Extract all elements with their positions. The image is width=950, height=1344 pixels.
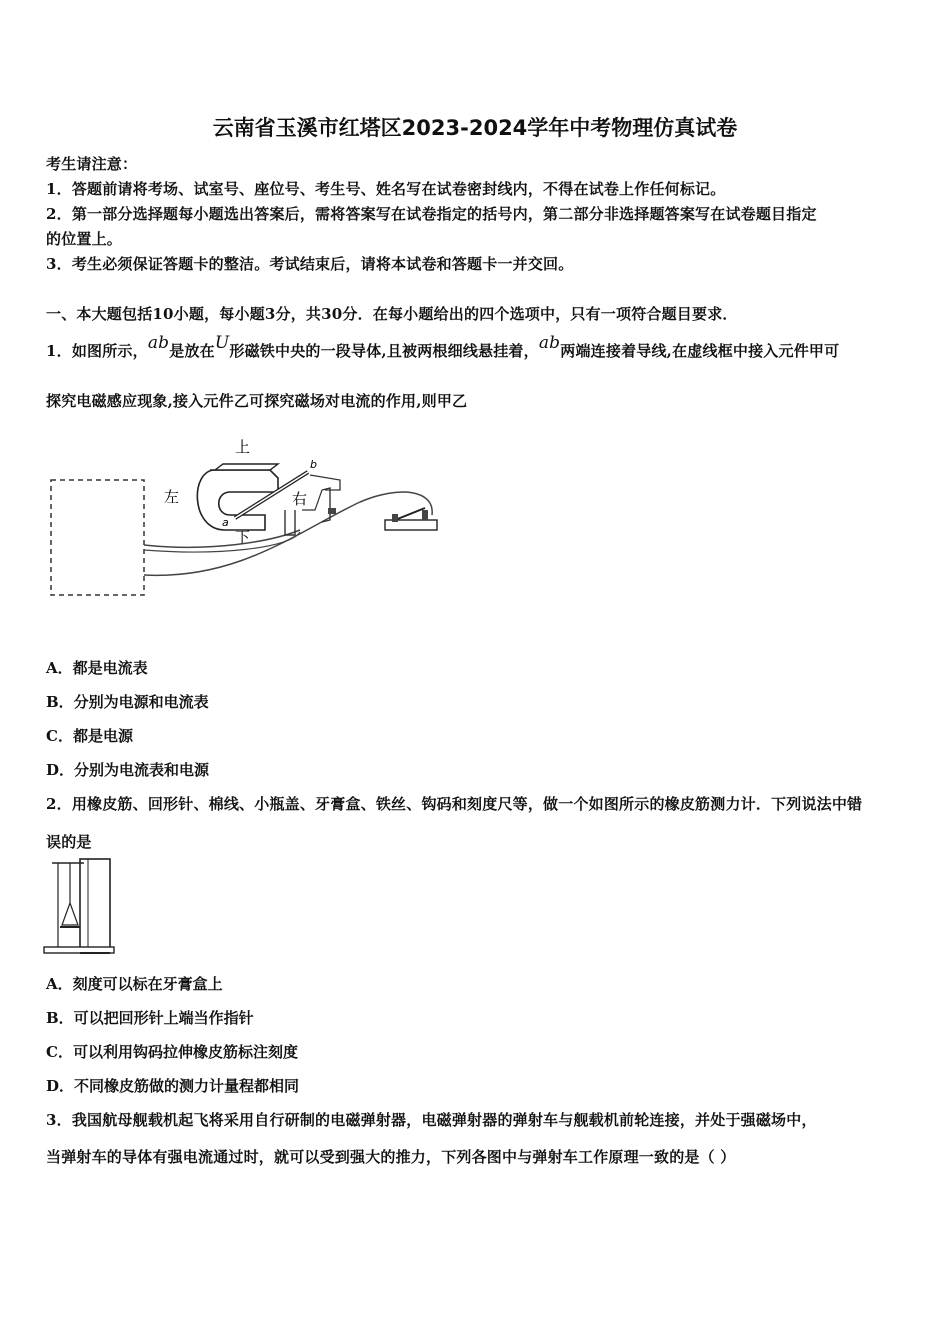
q1-ab-symbol: ab <box>147 333 170 353</box>
q2-option-b: B．可以把回形针上端当作指针 <box>46 1009 254 1027</box>
question-3-line-2: 当弹射车的导体有强电流通过时，就可以受到强大的推力，下列各图中与弹射车工作原理一致的是（ ） <box>46 1148 736 1166</box>
q1-option-b: B．分别为电源和电流表 <box>46 693 209 711</box>
label-a: a <box>222 516 229 529</box>
q1-text-part1: 1．如图所示， <box>46 342 148 360</box>
q2-option-d: D．不同橡皮筋做的测力计量程都相同 <box>46 1077 300 1095</box>
notice-heading: 考生请注意： <box>46 155 138 173</box>
dashed-component-box <box>51 480 144 595</box>
notice-item-3: 3．考生必须保证答题卡的整洁。考试结束后，请将本试卷和答题卡一并交回。 <box>46 255 574 273</box>
q2-option-a: A．刻度可以标在牙膏盒上 <box>46 975 223 993</box>
question-1-line-2: 探究电磁感应现象,接入元件乙可探究磁场对电流的作用,则甲乙 <box>46 392 468 410</box>
q1-option-a: A．都是电流表 <box>46 659 148 677</box>
q1-option-c: C．都是电源 <box>46 727 133 745</box>
notice-item-2b: 的位置上。 <box>46 230 123 248</box>
q1-option-d: D．分别为电流表和电源 <box>46 761 210 779</box>
label-b: b <box>310 458 317 471</box>
figure-force-meter <box>40 855 120 960</box>
label-bottom: 下 <box>235 528 251 546</box>
q2-option-c: C．可以利用钩码拉伸橡皮筋标注刻度 <box>46 1043 298 1061</box>
exam-title: 云南省玉溪市红塔区2023-2024学年中考物理仿真试卷 <box>212 116 738 140</box>
figure-magnet-circuit <box>40 430 450 610</box>
question-3-line-1: 3．我国航母舰载机起飞将采用自行研制的电磁弹射器，电磁弹射器的弹射车与舰载机前轮连接，并处于强磁场中， <box>46 1111 817 1129</box>
question-2-line-1: 2．用橡皮筋、回形针、棉线、小瓶盖、牙膏盒、铁丝、钩码和刻度尺等，做一个如图所示的橡皮筋测力计．下列说法中错 <box>46 795 863 813</box>
label-right: 右 <box>292 490 308 508</box>
q1-ab-symbol-2: ab <box>538 333 561 353</box>
q1-text-part2: 是放在 <box>169 342 215 360</box>
label-top: 上 <box>235 438 251 456</box>
label-left: 左 <box>164 488 180 506</box>
question-2-line-2: 误的是 <box>46 833 92 851</box>
question-1-line-1 <box>46 333 840 361</box>
section-one-instructions: 一、本大题包括10小题，每小题3分，共30分．在每小题给出的四个选项中，只有一项符合题目要求． <box>46 305 738 323</box>
q1-u-symbol: U <box>214 333 230 353</box>
notice-item-1: 1．答题前请将考场、试室号、座位号、考生号、姓名写在试卷密封线内，不得在试卷上作任何标记。 <box>46 180 726 198</box>
notice-item-2a: 2．第一部分选择题每小题选出答案后，需将答案写在试卷指定的括号内，第二部分非选择题答案写在试卷题目指定 <box>46 205 817 223</box>
q1-text-part3: 形磁铁中央的一段导体,且被两根细线悬挂着， <box>229 342 539 360</box>
q1-text-part4: 两端连接着导线,在虚线框中接入元件甲可 <box>560 342 840 360</box>
